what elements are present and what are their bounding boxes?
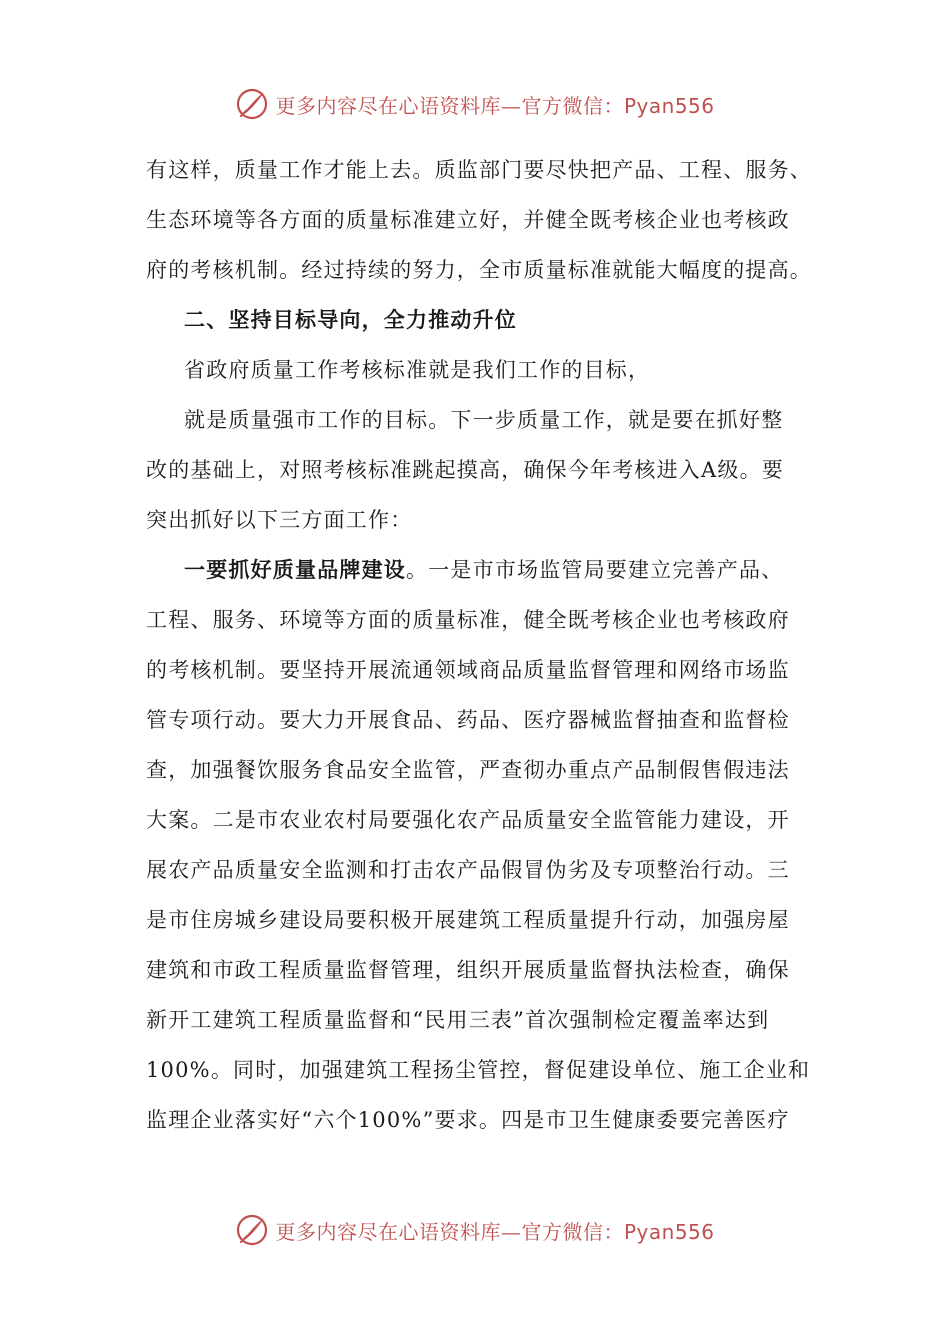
text-line: 查，加强餐饮服务食品安全监管，严查彻办重点产品制假售假违法 bbox=[146, 758, 790, 782]
text-line: 管专项行动。要大力开展食品、药品、医疗器械监督抽查和监督检 bbox=[146, 708, 790, 732]
text-line: 100%。同时，加强建筑工程扬尘管控，督促建设单位、施工企业和 bbox=[146, 1058, 811, 1082]
text-line: 是市住房城乡建设局要积极开展建筑工程质量提升行动，加强房屋 bbox=[146, 908, 790, 932]
section-heading: 二、坚持目标导向，全力推动升位 bbox=[184, 307, 517, 332]
text-line: 有这样，质量工作才能上去。质监部门要尽快把产品、工程、服务、 bbox=[146, 158, 812, 182]
text-line: 工程、服务、环境等方面的质量标准，健全既考核企业也考核政府 bbox=[146, 608, 790, 632]
text-line: 改的基础上，对照考核标准跳起摸高，确保今年考核进入A级。要 bbox=[146, 458, 784, 482]
watermark-text: 更多内容尽在心语资料库—官方微信：Pyan556 bbox=[275, 93, 715, 118]
header-watermark bbox=[0, 84, 950, 124]
text-line: 建筑和市政工程质量监督管理，组织开展质量监督执法检查，确保 bbox=[146, 958, 790, 982]
text-line: 府的考核机制。经过持续的努力，全市质量标准就能大幅度的提高。 bbox=[146, 258, 812, 282]
text-line: 突出抓好以下三方面工作： bbox=[146, 508, 413, 532]
bold-lead-phrase: 一要抓好质量品牌建设 bbox=[184, 557, 406, 582]
quill-logo-icon bbox=[235, 1213, 269, 1247]
text-line: 展农产品质量安全监测和打击农产品假冒伪劣及专项整治行动。三 bbox=[146, 858, 790, 882]
watermark-text: 更多内容尽在心语资料库—官方微信：Pyan556 bbox=[275, 1219, 715, 1244]
text-line: 生态环境等各方面的质量标准建立好，并健全既考核企业也考核政 bbox=[146, 208, 790, 232]
text-line: 监理企业落实好“六个100%”要求。四是市卫生健康委要完善医疗 bbox=[146, 1108, 790, 1132]
text-line: 就是质量强市工作的目标。下一步质量工作，就是要在抓好整 bbox=[184, 408, 784, 432]
text-line: 一要抓好质量品牌建设。一是市市场监管局要建立完善产品、 bbox=[184, 557, 784, 582]
footer-watermark bbox=[0, 1210, 950, 1250]
document-body bbox=[146, 145, 812, 1145]
text-line: 的考核机制。要坚持开展流通领域商品质量监督管理和网络市场监 bbox=[146, 658, 790, 682]
quill-logo-icon bbox=[235, 87, 269, 121]
text-line: 省政府质量工作考核标准就是我们工作的目标， bbox=[184, 358, 651, 382]
text-line: 新开工建筑工程质量监督和“民用三表”首次强制检定覆盖率达到 bbox=[146, 1008, 770, 1032]
text-line: 大案。二是市农业农村局要强化农产品质量安全监管能力建设，开 bbox=[146, 808, 790, 832]
